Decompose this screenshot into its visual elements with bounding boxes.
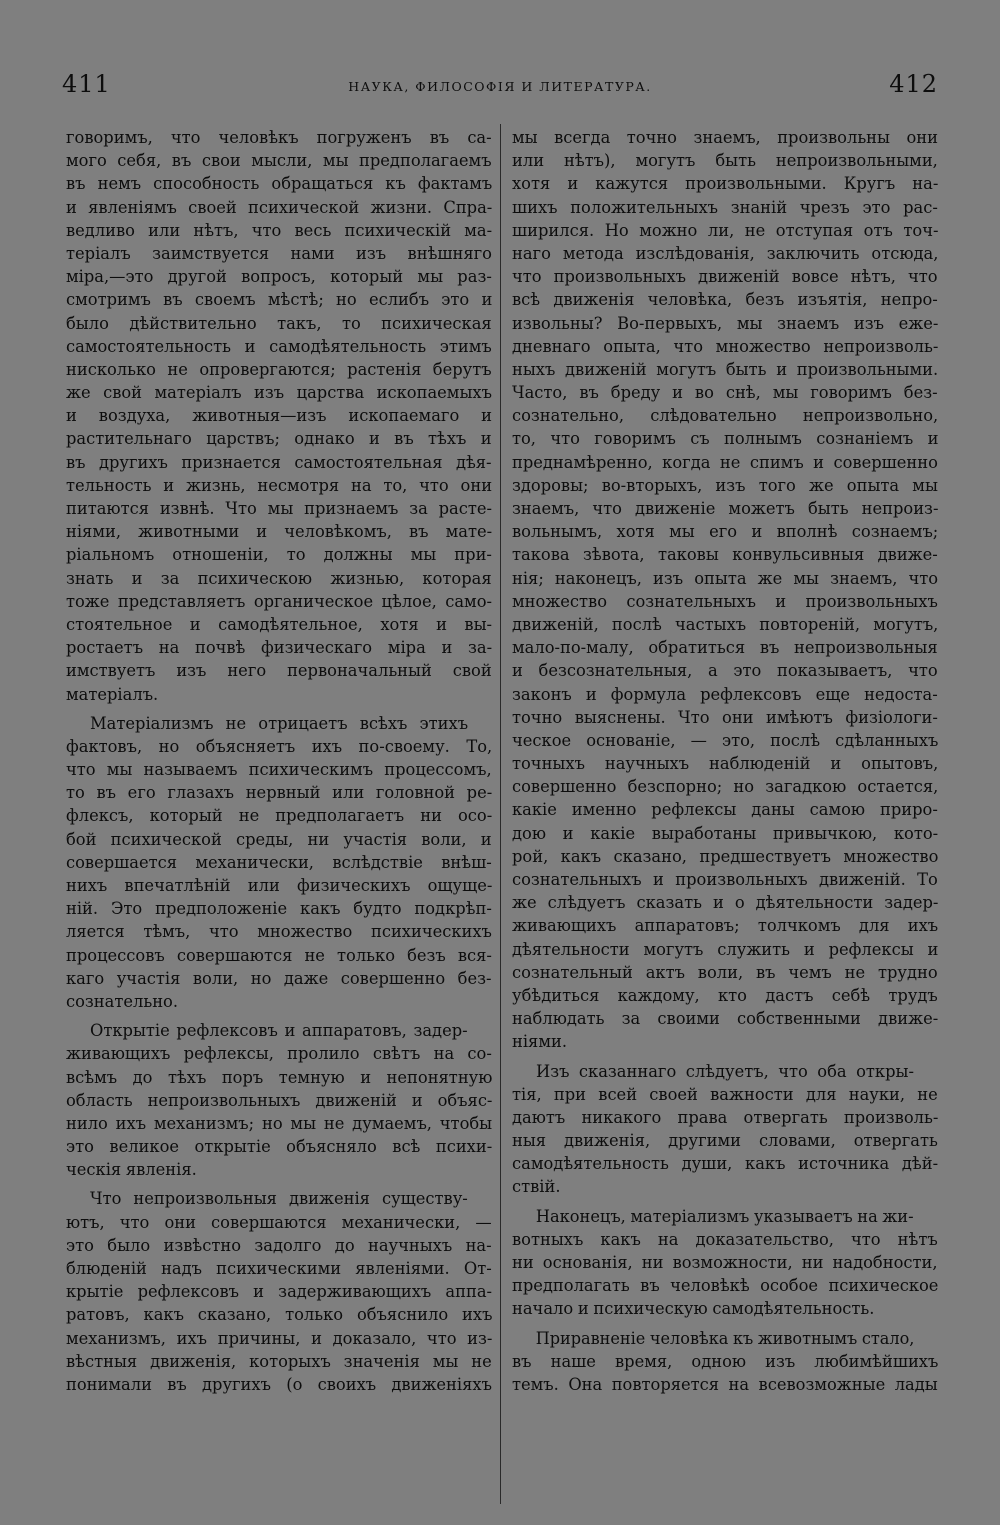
text-line: мало-по-малу, обратиться въ непроизвольныя	[512, 638, 938, 658]
text-line: питаются извнѣ. Что мы признаемъ за расте-	[66, 499, 492, 518]
text-line: нило ихъ механизмъ; но мы не думаемъ, чтобы	[66, 1113, 492, 1133]
text-line: смотримъ въ своемъ мѣстѣ; но еслибъ это и	[66, 290, 492, 310]
text-line: область непроизвольныхъ движеній и объяс-	[66, 1090, 492, 1110]
text-line: растительнаго царствъ; однако и въ тѣхъ и	[66, 429, 492, 449]
text-line: преднамѣренно, когда не спимъ и совершенно	[512, 452, 938, 472]
text-line: точныхъ научныхъ наблюденій и опытовъ,	[512, 754, 938, 774]
text-line: ческія явленія.	[66, 1160, 197, 1180]
text-line: флексъ, который не предполагаетъ ни осо-	[66, 806, 492, 826]
text-line: хотя и кажутся произвольными. Кругъ на-	[512, 174, 938, 194]
paragraph	[512, 126, 938, 1054]
text-line: ческое основаніе, — это, послѣ сдѣланныхъ	[512, 730, 938, 750]
text-line: Матеріализмъ не отрицаетъ всѣхъ этихъ	[90, 713, 469, 733]
text-line: ныхъ движеній могутъ быть и произвольными.	[512, 359, 938, 379]
text-line: ріальномъ отношеніи, то должны мы при-	[66, 545, 492, 565]
text-line: ведливо или нѣтъ, что весь психическій ма-	[66, 220, 492, 240]
text-line: понимали въ другихъ (о своихъ движеніяхъ	[66, 1374, 492, 1394]
text-line: вотныхъ какъ на доказательство, что нѣтъ	[512, 1229, 938, 1249]
text-line: это было извѣстно задолго до научныхъ на-	[66, 1235, 492, 1255]
text-line: Открытіе рефлексовъ и аппаратовъ, задер-	[90, 1021, 468, 1041]
text-line: нія; наконецъ, изъ опыта же мы знаемъ, что	[512, 568, 938, 588]
text-line: тоже представляетъ органическое цѣлое, само-	[66, 591, 492, 611]
text-line: предполагать въ человѣкѣ особое психическое	[512, 1276, 938, 1296]
text-line: совершается механически, вслѣдствіе внѣш-	[66, 852, 492, 872]
text-line: самодѣятельность души, какъ источника дѣй-	[512, 1154, 938, 1174]
text-line: мого себя, въ свои мысли, мы предполагаемъ	[66, 151, 492, 171]
text-line: тельность и жизнь, несмотря на то, что они	[66, 475, 492, 495]
text-line: ніями, животными и человѣкомъ, въ мате-	[66, 522, 492, 542]
text-line: извольны? Во-первыхъ, мы знаемъ изъ еже-	[512, 313, 938, 333]
text-line: и явленіямъ своей психической жизни. Спра-	[66, 197, 492, 217]
text-line: тія, при всей своей важности для науки, не	[512, 1084, 938, 1104]
text-line: ширился. Но можно ли, не отступая отъ точ-	[512, 220, 938, 240]
running-title: НАУКА, ФИЛОСОФІЯ И ЛИТЕРАТУРА.	[348, 79, 652, 94]
text-line: же слѣдуетъ сказать и о дѣятельности задер-	[512, 893, 938, 913]
page-number-right: 412	[889, 70, 938, 98]
page-header	[0, 70, 1000, 102]
text-line: каго участія воли, но даже совершенно без-	[66, 968, 492, 988]
paragraph	[66, 712, 492, 1013]
text-line: точно выяснены. Что они имѣютъ физіологи-	[512, 707, 938, 727]
text-line: сознательный актъ воли, въ чемъ не трудно	[512, 962, 938, 982]
text-line: крытіе рефлексовъ и задерживающихъ аппа-	[66, 1282, 492, 1302]
text-line: всѣмъ до тѣхъ поръ темную и непонятную	[66, 1067, 492, 1087]
text-line: Приравненіе человѣка къ животнымъ стало,	[535, 1328, 915, 1348]
text-line: совершенно безспорно; но загадкою остается,	[512, 777, 938, 797]
paragraph	[66, 1019, 492, 1181]
text-line: то, что говоримъ съ полнымъ сознаніемъ и	[512, 429, 938, 449]
text-line: дневнаго опыта, что множество непроизволь-	[512, 336, 938, 356]
paragraph	[66, 126, 492, 706]
text-line: нисколько не опровергаются; растенія берутъ	[66, 359, 492, 379]
text-line: что произвольныхъ движеній вовсе нѣтъ, что	[512, 267, 938, 287]
text-line: въ немъ способность обращаться къ фактамъ	[66, 174, 492, 194]
text-line: ютъ, что они совершаются механически, —	[66, 1212, 492, 1232]
text-line: ній. Это предположеніе какъ будто подкрѣп-	[66, 899, 492, 919]
text-line: здоровы; во-вторыхъ, изъ того же опыта мы	[512, 475, 938, 495]
page-number-left: 411	[62, 70, 111, 98]
text-line: вѣстныя движенія, которыхъ значенія мы не	[66, 1351, 492, 1371]
text-line: темъ. Она повторяется на всевозможные лады	[512, 1374, 938, 1394]
text-line: процессовъ совершаются не только безъ вся-	[66, 945, 492, 965]
text-line: даютъ никакого права отвергать произволь-	[512, 1107, 938, 1127]
text-line: живающихъ рефлексы, пролило свѣтъ на со-	[66, 1044, 492, 1064]
text-line: Что непроизвольныя движенія существу-	[90, 1189, 468, 1209]
paragraph	[512, 1205, 938, 1321]
text-line: Часто, въ бреду и во снѣ, мы говоримъ без-	[512, 383, 938, 403]
text-line: наблюдать за своими собственными движе-	[512, 1009, 938, 1029]
text-line: говоримъ, что человѣкъ погруженъ въ са-	[66, 128, 492, 147]
text-line: ствій.	[512, 1177, 561, 1197]
text-line: множество сознательныхъ и произвольныхъ	[512, 591, 938, 611]
text-line: матеріалъ.	[66, 684, 159, 704]
text-line: всѣ движенія человѣка, безъ изъятія, непро-	[512, 290, 938, 310]
text-line: міра,—это другой вопросъ, который мы раз-	[66, 267, 492, 287]
text-line: блюденій надъ психическими явленіями. От-	[66, 1259, 492, 1278]
text-line: въ наше время, одною изъ любимѣйшихъ	[512, 1351, 938, 1371]
column-divider	[500, 124, 501, 1504]
text-line: такова зѣвота, таковы конвульсивныя движе-	[512, 545, 938, 565]
text-line: и безсознательныя, а это показываетъ, что	[512, 661, 938, 681]
text-line: дѣятельности могутъ служить и рефлексы и	[512, 939, 938, 959]
text-line: нихъ впечатлѣній или физическихъ ощуще-	[66, 876, 492, 895]
text-line: дою и какіе выработаны привычкою, кото-	[512, 823, 938, 843]
text-line: что мы называемъ психическимъ процессомъ,	[66, 760, 492, 780]
text-line: шихъ положительныхъ знаній чрезъ это рас-	[512, 197, 938, 217]
text-line: Наконецъ, матеріализмъ указываетъ на жи-	[535, 1206, 914, 1226]
text-line: въ другихъ признается самостоятельная дѣя-	[66, 452, 492, 472]
paragraph	[66, 1187, 492, 1396]
text-line: мы всегда точно знаемъ, произвольны они	[512, 128, 938, 147]
text-line: сознательныхъ и произвольныхъ движеній. То	[512, 870, 938, 889]
text-line: же свой матеріалъ изъ царства ископаемыхъ	[66, 383, 492, 403]
text-line: сознательно, слѣдовательно непроизвольно,	[512, 406, 938, 426]
text-line: ни основанія, ни возможности, ни надобности,	[512, 1253, 938, 1272]
text-line: убѣдиться каждому, кто дастъ себѣ трудъ	[512, 985, 938, 1005]
text-line: ростаетъ на почвѣ физическаго міра и за-	[66, 638, 492, 658]
text-line: движеній, послѣ частыхъ повтореній, могутъ,	[512, 614, 938, 634]
text-line: живающихъ аппаратовъ; толчкомъ для ихъ	[512, 916, 938, 936]
text-line: фактовъ, но объясняетъ ихъ по-своему. То,	[66, 736, 492, 756]
text-line: ныя движенія, другими словами, отвергать	[512, 1131, 938, 1151]
text-line: какіе именно рефлексы даны самою приро-	[512, 800, 938, 820]
text-line: или нѣтъ), могутъ быть непроизвольными,	[512, 151, 938, 171]
text-line: вольнымъ, хотя мы его и вполнѣ сознаемъ;	[512, 522, 938, 542]
text-line: имствуетъ изъ него первоначальный свой	[66, 661, 492, 681]
left-column	[66, 126, 492, 1402]
text-line: то въ его глазахъ нервный или головной ре-	[66, 783, 492, 803]
right-column	[512, 126, 938, 1402]
text-line: механизмъ, ихъ причины, и доказало, что из-	[66, 1328, 492, 1348]
paragraph	[512, 1327, 938, 1397]
text-line: сознательно.	[66, 991, 179, 1011]
text-line: бой психической среды, ни участія воли, и	[66, 829, 492, 849]
paragraph	[512, 1060, 938, 1199]
text-line: и воздуха, животныя—изъ ископаемаго и	[66, 406, 492, 426]
text-line: самостоятельность и самодѣятельность этимъ	[66, 336, 492, 356]
text-line: было дѣйствительно такъ, то психическая	[66, 313, 492, 333]
text-line: Изъ сказаннаго слѣдуетъ, что оба откры-	[536, 1061, 914, 1081]
text-line: ляется тѣмъ, что множество психическихъ	[66, 922, 492, 942]
text-line: стоятельное и самодѣятельное, хотя и вы-	[66, 614, 492, 634]
text-line: начало и психическую самодѣятельность.	[512, 1299, 875, 1319]
text-line: ратовъ, какъ сказано, только объяснило ихъ	[66, 1305, 492, 1325]
text-line: знать и за психическою жизнью, которая	[66, 568, 492, 588]
text-line: наго метода изслѣдованія, заключить отсюда,	[512, 243, 938, 263]
text-line: рой, какъ сказано, предшествуетъ множество	[512, 846, 938, 866]
text-line: это великое открытіе объясняло всѣ психи-	[66, 1137, 492, 1157]
text-line: теріалъ заимствуется нами изъ внѣшняго	[66, 243, 492, 263]
text-line: законъ и формула рефлексовъ еще недоста-	[512, 684, 938, 704]
text-line: знаемъ, что движеніе можетъ быть непроиз-	[512, 499, 938, 518]
text-line: ніями.	[512, 1032, 568, 1052]
